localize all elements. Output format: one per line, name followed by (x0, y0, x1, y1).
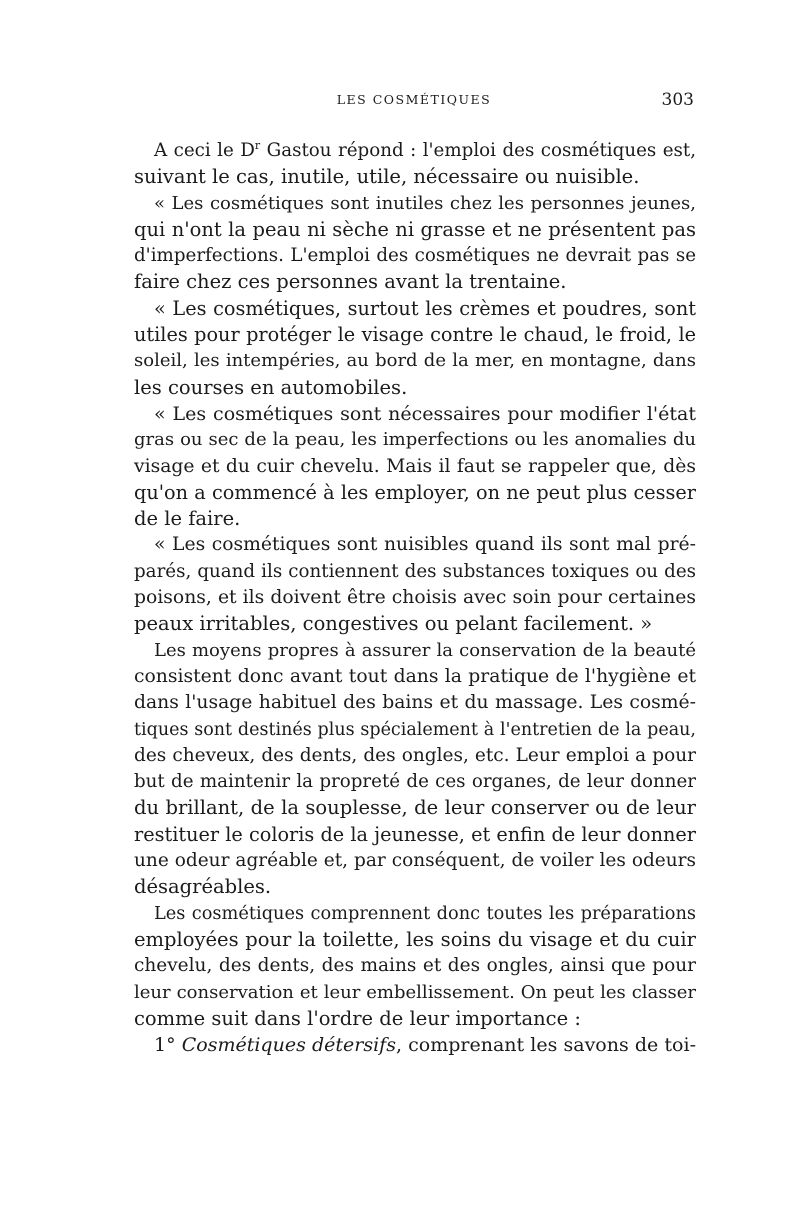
text-line: les courses en automobiles. (134, 375, 408, 399)
superscript: r (254, 138, 261, 152)
text-line: « Les cosmétiques sont inutiles chez les personnes jeunes, (154, 192, 696, 214)
text-line: soleil, les intempéries, au bord de la mer, en montagne, dans (134, 350, 696, 372)
text-line: poisons, et ils doivent être choisis avec soin pour certaines (134, 587, 696, 609)
category-title: Cosmétiques détersifs (181, 1034, 396, 1057)
text-line: qu'on a commencé à les employer, on ne peut plus cesser (134, 480, 696, 504)
text-fragment: Gastou répond : l'emploi des cosmétiques est, (260, 140, 696, 161)
text-line (134, 1032, 696, 1058)
page-number: 303 (661, 90, 694, 110)
text-line: de le faire. (134, 507, 241, 531)
text-line: comme suit dans l'ordre de leur importance : (134, 1006, 581, 1030)
text-line: consistent donc avant tout dans la pratique de l'hygiène et (134, 665, 696, 687)
text-line: Les cosmétiques comprennent donc toutes les préparations (154, 903, 696, 924)
running-title: LES COSMÉTIQUES (336, 92, 492, 107)
text-line: tiques sont destinés plus spécialement à l'entretien de la peau, (134, 719, 696, 740)
text-line: restituer le coloris de la jeunesse, et enfin de leur donner (134, 822, 696, 846)
page-header (134, 90, 694, 116)
text-line: faire chez ces personnes avant la trentaine. (134, 270, 567, 294)
text-line: chevelu, des dents, des mains et des ongles, ainsi que pour (134, 955, 696, 977)
text-line: leur conservation et leur embellissement. On peut les classer (134, 981, 696, 1003)
list-number: 1° (154, 1034, 182, 1057)
text-line: « Les cosmétiques sont nécessaires pour modifier l'état (154, 402, 696, 425)
text-line: visage et du cuir chevelu. Mais il faut se rappeler que, dès (134, 455, 696, 477)
text-line: gras ou sec de la peau, les imperfections ou les anomalies du (134, 429, 696, 451)
text-line: une odeur agréable et, par conséquent, de voiler les odeurs (134, 850, 696, 872)
text-line: suivant le cas, inutile, utile, nécessaire ou nuisible. (134, 165, 640, 189)
text-line: Les moyens propres à assurer la conservation de la beauté (154, 639, 696, 661)
text-fragment: A ceci le D (154, 140, 255, 161)
text-line: « Les cosmétiques, surtout les crèmes et poudres, sont (154, 296, 696, 320)
text-line: des cheveux, des dents, des ongles, etc. Leur emploi a pour (134, 744, 696, 766)
text-line: but de maintenir la propreté de ces organes, de leur donner (134, 771, 696, 793)
text-line (134, 138, 696, 164)
body-text (134, 138, 696, 1058)
text-line: parés, quand ils contiennent des substances toxiques ou des (134, 560, 696, 582)
text-line: d'imperfections. L'emploi des cosmétiques ne devrait pas se (134, 245, 696, 267)
text-line: peaux irritables, congestives ou pelant facilement. » (134, 612, 653, 636)
text-line: utiles pour protéger le visage contre le chaud, le froid, le (134, 323, 696, 347)
text-line: dans l'usage habituel des bains et du massage. Les cosmé- (134, 692, 696, 714)
text-line: qui n'ont la peau ni sèche ni grasse et ne présentent pas (134, 217, 696, 241)
text-fragment: , comprenant les savons de toi- (395, 1034, 696, 1057)
text-line: « Les cosmétiques sont nuisibles quand ils sont mal pré- (154, 534, 696, 556)
text-line: désagréables. (134, 875, 272, 899)
text-line: employées pour la toilette, les soins du visage et du cuir (134, 927, 696, 951)
text-line: du brillant, de la souplesse, de leur conserver ou de leur (134, 796, 696, 820)
